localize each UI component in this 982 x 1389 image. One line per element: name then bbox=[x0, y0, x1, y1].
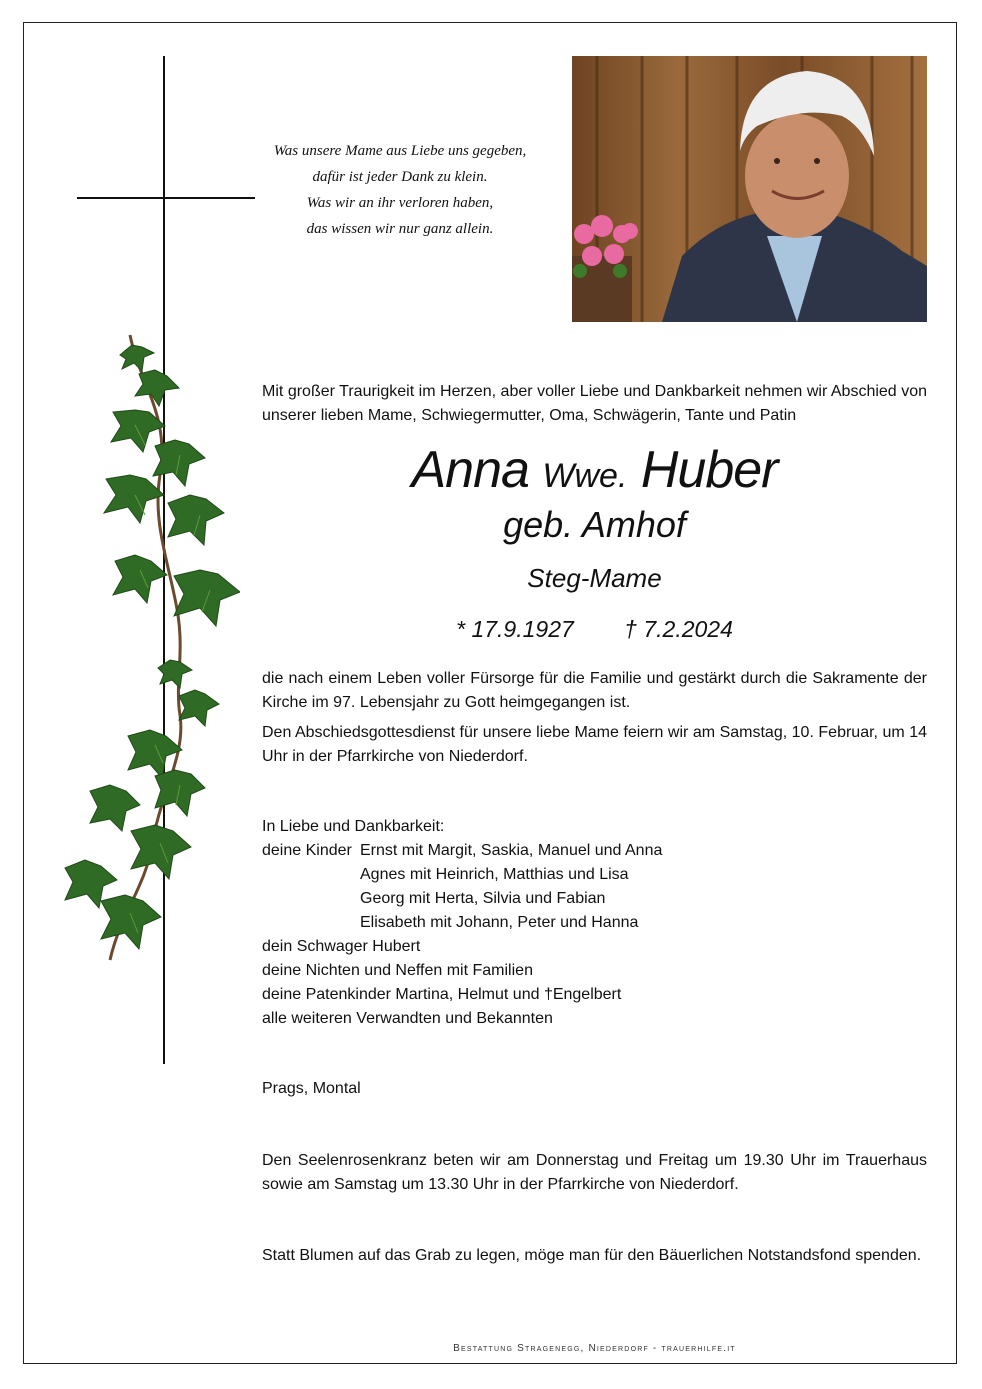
cross-horizontal-bar bbox=[77, 197, 255, 199]
children-label: deine Kinder bbox=[262, 842, 352, 859]
poem-line: das wissen wir nur ganz allein. bbox=[306, 221, 494, 237]
poem-line: dafür ist jeder Dank zu klein. bbox=[312, 169, 488, 185]
funeral-home-footer: Bestattung Stragenegg, Niederdorf - trauerhilfe.it bbox=[453, 1343, 736, 1354]
poem-line: Was unsere Mame aus Liebe uns gegeben, bbox=[273, 143, 527, 159]
death-date: † 7.2.2024 bbox=[624, 616, 733, 642]
birth-date: * 17.9.1927 bbox=[456, 616, 574, 642]
rosary-text: Den Seelenrosenkranz beten wir am Donnerstag und Freitag um 19.30 Uhr im Trauerhaus sowie am Samstag um 13.30 Uhr in der Pfarrkirche von Niederdorf. bbox=[262, 1152, 927, 1193]
poem-line: Was wir an ihr verloren haben, bbox=[306, 195, 494, 211]
passing-text: die nach einem Leben voller Fürsorge für die Familie und gestärkt durch die Sakramente der Kirche im 97. Lebensjahr zu Gott heimgegangen ist. bbox=[262, 670, 927, 711]
nickname: Steg-Mame bbox=[527, 563, 662, 593]
mourner-entry: alle weiteren Verwandten und Bekannten bbox=[262, 1010, 553, 1027]
place-text: Prags, Montal bbox=[262, 1080, 361, 1097]
donation-text: Statt Blumen auf das Grab zu legen, möge man für den Bäuerlichen Notstandsfond spenden. bbox=[262, 1247, 922, 1264]
ivy-vine-illustration bbox=[60, 325, 240, 965]
list-item bbox=[262, 863, 927, 887]
list-item bbox=[262, 839, 927, 863]
list-item bbox=[262, 911, 927, 935]
birth-name: geb. Amhof bbox=[503, 504, 686, 545]
intro-text: Mit großer Traurigkeit im Herzen, aber voller Liebe und Dankbarkeit nehmen wir Abschied von unserer lieben Mame, Schwiegermutter, Oma, Schwägerin, Tante und Patin bbox=[262, 383, 927, 424]
mourner-entry: deine Patenkinder Martina, Helmut und †Engelbert bbox=[262, 986, 622, 1003]
life-dates bbox=[262, 614, 927, 644]
mourner-entry: deine Nichten und Neffen mit Familien bbox=[262, 962, 533, 979]
child-entry: Agnes mit Heinrich, Matthias und Lisa bbox=[360, 866, 629, 883]
poem-block bbox=[250, 138, 550, 242]
deceased-name bbox=[262, 440, 927, 506]
first-name: Anna bbox=[411, 441, 529, 499]
widow-title: Wwe. bbox=[542, 457, 628, 495]
funeral-service-text: Den Abschiedsgottesdienst für unsere liebe Mame feiern wir am Samstag, 10. Februar, um 14 Uhr in der Pfarrkirche von Niederdorf. bbox=[262, 724, 927, 765]
portrait-photo bbox=[572, 56, 927, 322]
list-item bbox=[262, 887, 927, 911]
mourner-entry: dein Schwager Hubert bbox=[262, 938, 421, 955]
mourners-heading: In Liebe und Dankbarkeit: bbox=[262, 818, 445, 835]
mourners-list bbox=[262, 815, 927, 1031]
child-entry: Ernst mit Margit, Saskia, Manuel und Anna bbox=[360, 842, 663, 859]
child-entry: Georg mit Herta, Silvia und Fabian bbox=[360, 890, 606, 907]
last-name: Huber bbox=[640, 441, 778, 499]
child-entry: Elisabeth mit Johann, Peter und Hanna bbox=[360, 914, 639, 931]
